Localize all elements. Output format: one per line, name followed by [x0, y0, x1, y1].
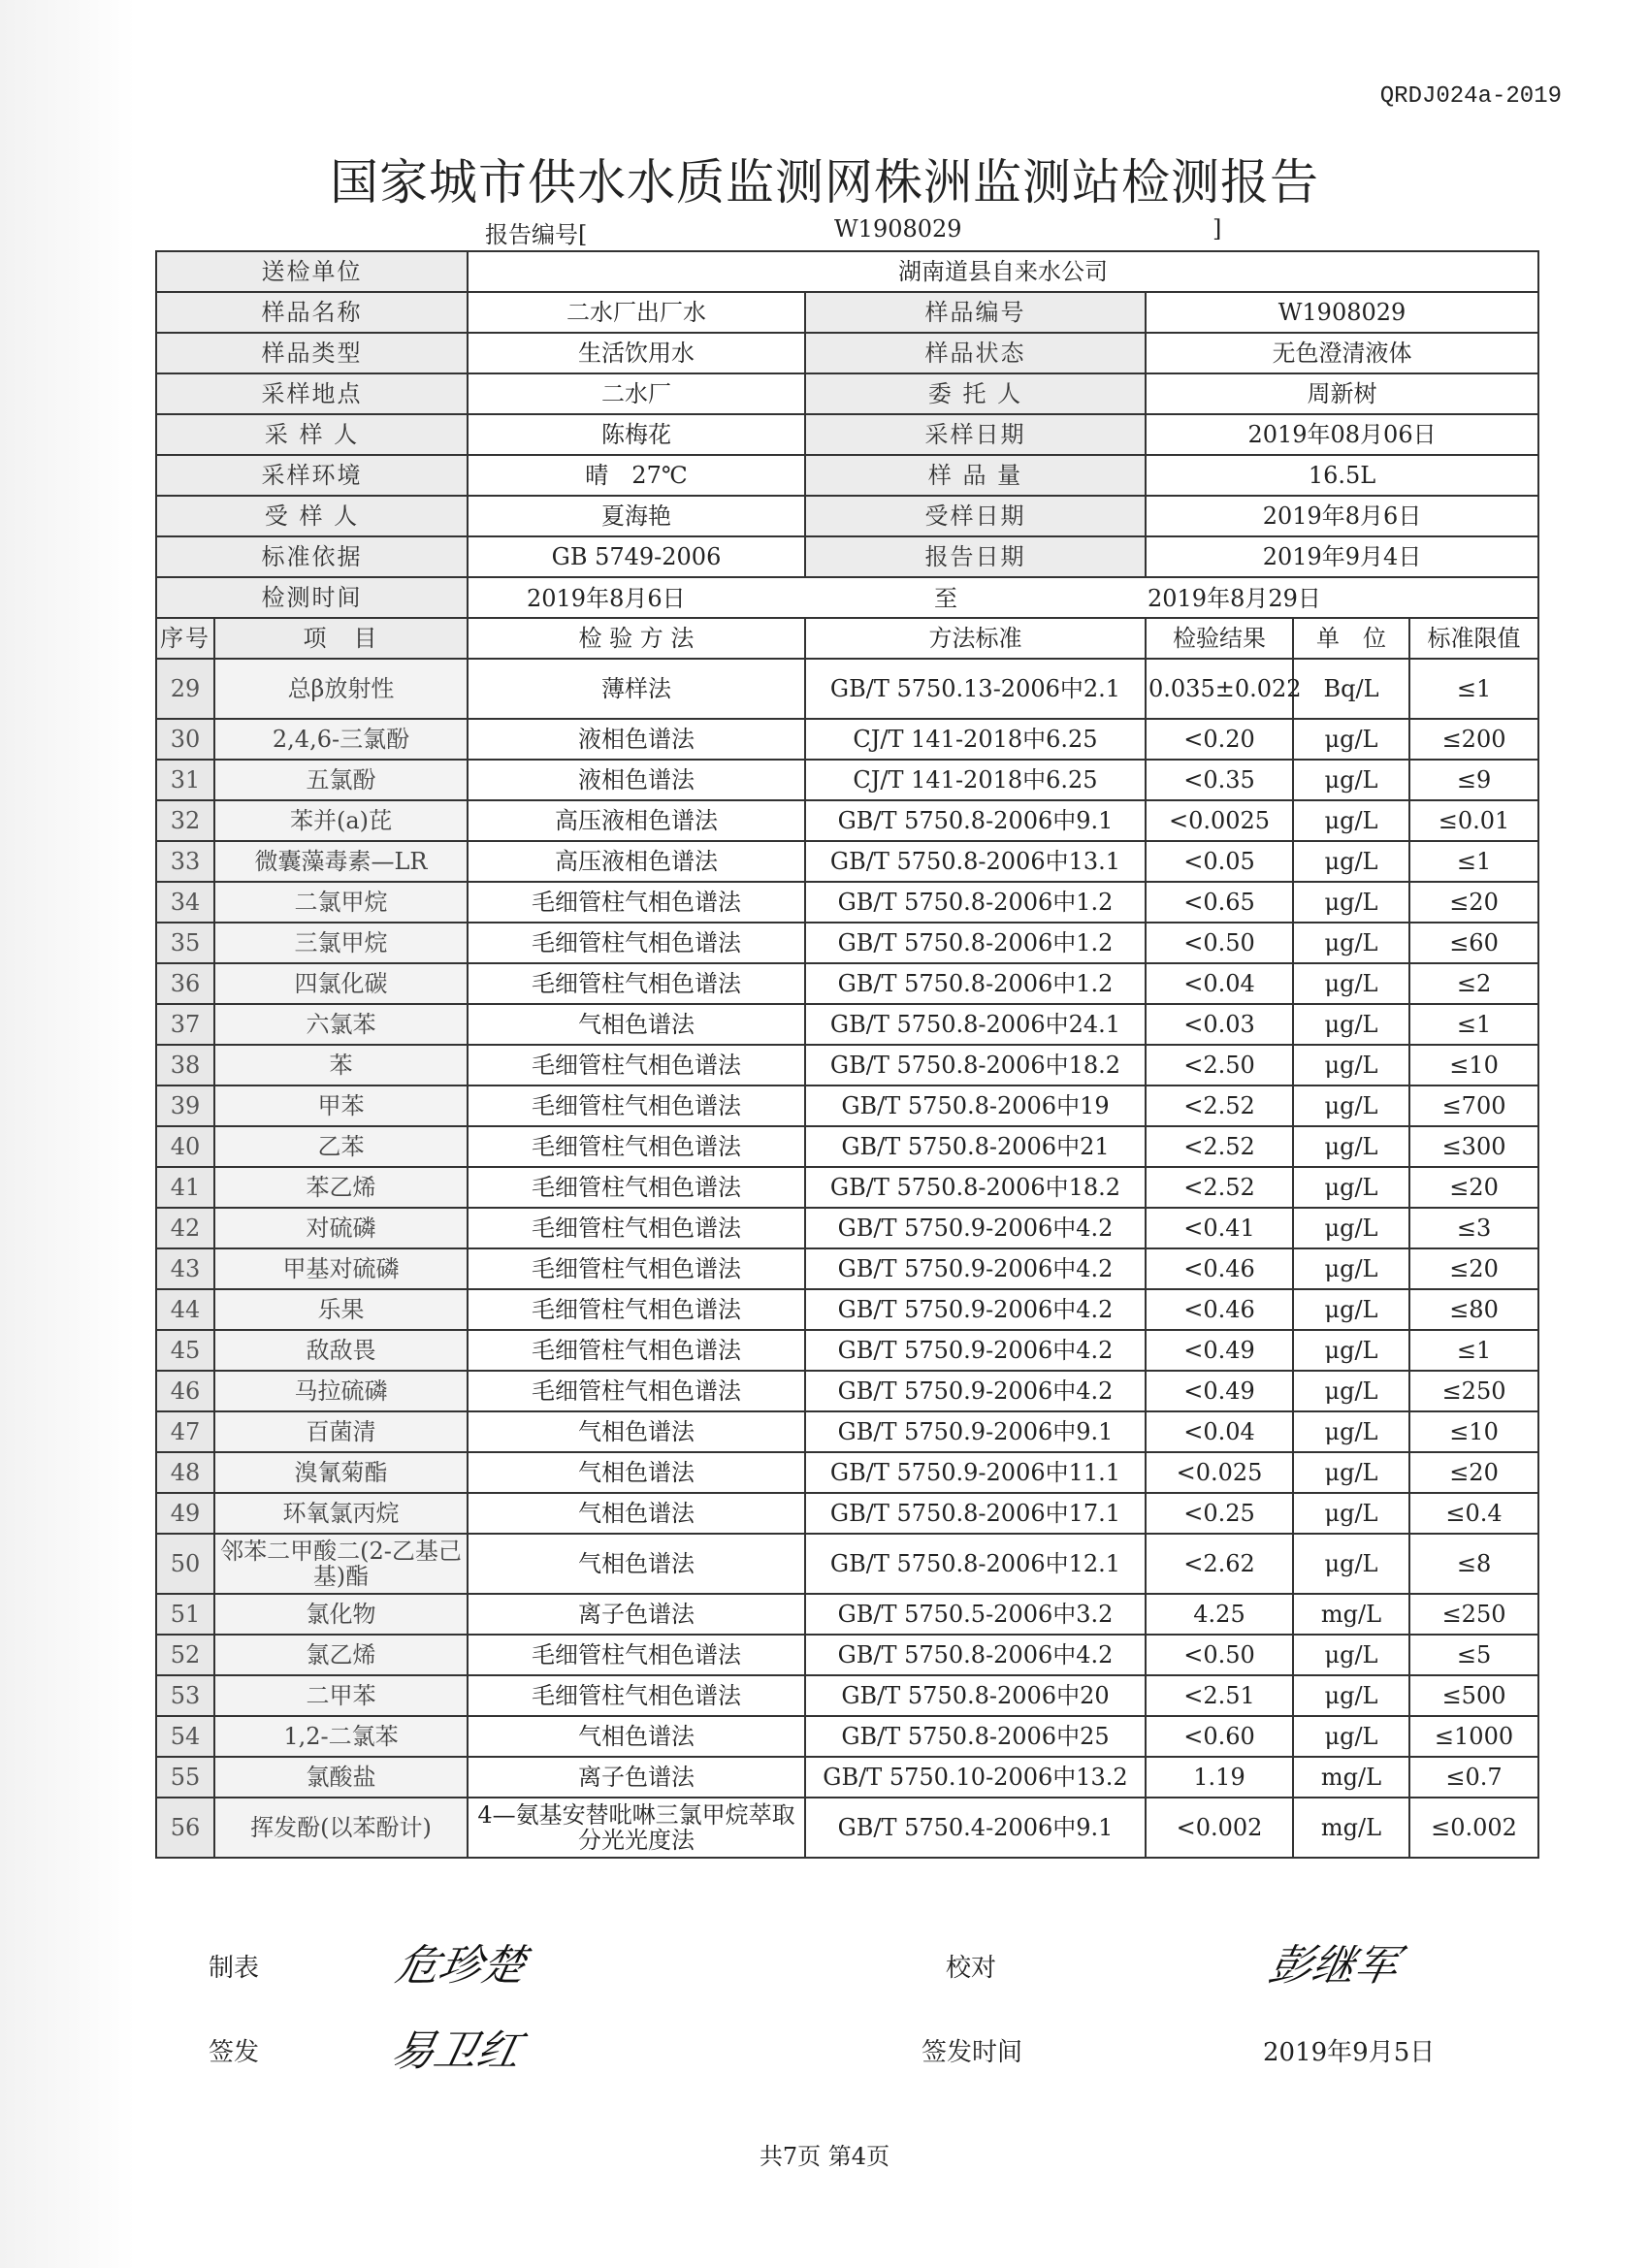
method-standard: GB/T 5750.9-2006中9.1 — [805, 1411, 1146, 1452]
test-time-value — [468, 577, 1538, 618]
unit: μg/L — [1293, 1411, 1409, 1452]
item-name: 1,2-二氯苯 — [214, 1716, 468, 1757]
method-standard: GB/T 5750.8-2006中9.1 — [805, 800, 1146, 841]
issue-time: 2019年9月5日 — [1263, 2038, 1436, 2067]
test-from: 2019年8月6日 — [527, 585, 686, 612]
unit: μg/L — [1293, 1452, 1409, 1493]
col-unit-header: 单 位 — [1293, 618, 1409, 659]
info-value: 晴 27℃ — [468, 455, 805, 496]
unit: μg/L — [1293, 882, 1409, 923]
prepared-signature: 危珍楚 — [391, 1941, 531, 1991]
item-name: 苯并(a)芘 — [214, 800, 468, 841]
col-limit-header: 标准限值 — [1409, 618, 1538, 659]
test-method: 毛细管柱气相色谱法 — [468, 1085, 805, 1126]
table-row — [156, 1330, 1538, 1371]
info-label: 采样环境 — [156, 455, 468, 496]
unit: μg/L — [1293, 1045, 1409, 1085]
method-standard: GB/T 5750.8-2006中1.2 — [805, 882, 1146, 923]
row-no: 41 — [156, 1167, 214, 1208]
table-row — [156, 1004, 1538, 1045]
row-no: 44 — [156, 1289, 214, 1330]
test-method: 毛细管柱气相色谱法 — [468, 1126, 805, 1167]
standard-limit: ≤0.01 — [1409, 800, 1538, 841]
standard-limit: ≤20 — [1409, 882, 1538, 923]
standard-limit: ≤10 — [1409, 1411, 1538, 1452]
prepared-label: 制表 — [209, 1954, 260, 1983]
info-label: 标准依据 — [156, 536, 468, 577]
test-result: 0.035±0.022 — [1146, 659, 1293, 719]
method-standard: GB/T 5750.8-2006中17.1 — [805, 1493, 1146, 1534]
table-row — [156, 1716, 1538, 1757]
row-no: 53 — [156, 1675, 214, 1716]
test-method: 毛细管柱气相色谱法 — [468, 1248, 805, 1289]
checked-label: 校对 — [946, 1954, 997, 1983]
info-label: 采样地点 — [156, 373, 468, 414]
table-row — [156, 800, 1538, 841]
standard-limit: ≤1 — [1409, 841, 1538, 882]
item-name: 甲苯 — [214, 1085, 468, 1126]
table-row — [156, 1248, 1538, 1289]
item-name: 总β放射性 — [214, 659, 468, 719]
standard-limit: ≤500 — [1409, 1675, 1538, 1716]
item-name: 四氯化碳 — [214, 963, 468, 1004]
table-row — [156, 1675, 1538, 1716]
table-row — [156, 1411, 1538, 1452]
test-result: <0.0025 — [1146, 800, 1293, 841]
row-no: 29 — [156, 659, 214, 719]
table-row — [156, 1452, 1538, 1493]
test-method: 毛细管柱气相色谱法 — [468, 1330, 805, 1371]
info-row — [156, 333, 1538, 373]
row-no: 55 — [156, 1757, 214, 1798]
table-row — [156, 1167, 1538, 1208]
issue-time-label: 签发时间 — [922, 2038, 1023, 2067]
report-number-label: 报告编号[ — [485, 221, 588, 248]
method-standard: GB/T 5750.8-2006中21 — [805, 1126, 1146, 1167]
item-name: 五氯酚 — [214, 760, 468, 800]
method-standard: GB/T 5750.13-2006中2.1 — [805, 659, 1146, 719]
col-result-header: 检验结果 — [1146, 618, 1293, 659]
method-standard: CJ/T 141-2018中6.25 — [805, 719, 1146, 760]
info-label: 采样日期 — [805, 414, 1146, 455]
row-no: 38 — [156, 1045, 214, 1085]
test-result: <2.52 — [1146, 1126, 1293, 1167]
table-row — [156, 963, 1538, 1004]
test-result: <0.04 — [1146, 963, 1293, 1004]
info-label: 受 样 人 — [156, 496, 468, 536]
test-result: <2.51 — [1146, 1675, 1293, 1716]
item-name: 苯乙烯 — [214, 1167, 468, 1208]
info-value: 生活饮用水 — [468, 333, 805, 373]
method-standard: GB/T 5750.10-2006中13.2 — [805, 1757, 1146, 1798]
info-value: 2019年9月4日 — [1146, 536, 1538, 577]
test-method: 气相色谱法 — [468, 1452, 805, 1493]
method-standard: GB/T 5750.8-2006中20 — [805, 1675, 1146, 1716]
info-value: 周新树 — [1146, 373, 1538, 414]
table-row — [156, 1534, 1538, 1594]
item-name: 百菌清 — [214, 1411, 468, 1452]
row-no: 46 — [156, 1371, 214, 1411]
item-name: 对硫磷 — [214, 1208, 468, 1248]
standard-limit: ≤10 — [1409, 1045, 1538, 1085]
item-name: 氯酸盐 — [214, 1757, 468, 1798]
table-row — [156, 1371, 1538, 1411]
item-name: 氯乙烯 — [214, 1635, 468, 1675]
unit: mg/L — [1293, 1798, 1409, 1858]
standard-limit: ≤300 — [1409, 1126, 1538, 1167]
unit: mg/L — [1293, 1757, 1409, 1798]
standard-limit: ≤1 — [1409, 1004, 1538, 1045]
test-method: 液相色谱法 — [468, 760, 805, 800]
test-method: 毛细管柱气相色谱法 — [468, 1208, 805, 1248]
test-to-word: 至 — [934, 585, 957, 612]
test-method: 毛细管柱气相色谱法 — [468, 963, 805, 1004]
row-no: 32 — [156, 800, 214, 841]
table-row — [156, 1126, 1538, 1167]
test-result: <0.65 — [1146, 882, 1293, 923]
item-name: 微囊藻毒素—LR — [214, 841, 468, 882]
row-no: 43 — [156, 1248, 214, 1289]
unit: μg/L — [1293, 1716, 1409, 1757]
test-result: <0.002 — [1146, 1798, 1293, 1858]
item-name: 挥发酚(以苯酚计) — [214, 1798, 468, 1858]
item-name: 乙苯 — [214, 1126, 468, 1167]
method-standard: GB/T 5750.8-2006中18.2 — [805, 1045, 1146, 1085]
info-value: 2019年8月6日 — [1146, 496, 1538, 536]
standard-limit: ≤9 — [1409, 760, 1538, 800]
item-name: 甲基对硫磷 — [214, 1248, 468, 1289]
method-standard: GB/T 5750.9-2006中4.2 — [805, 1371, 1146, 1411]
test-result: 1.19 — [1146, 1757, 1293, 1798]
page-footer: 共7页 第4页 — [759, 2143, 890, 2170]
test-result: <2.50 — [1146, 1045, 1293, 1085]
test-method: 毛细管柱气相色谱法 — [468, 882, 805, 923]
scan-edge — [0, 0, 136, 2268]
item-name: 乐果 — [214, 1289, 468, 1330]
table-row — [156, 1594, 1538, 1635]
unit: μg/L — [1293, 1493, 1409, 1534]
standard-limit: ≤1 — [1409, 659, 1538, 719]
method-standard: GB/T 5750.9-2006中4.2 — [805, 1330, 1146, 1371]
info-row — [156, 496, 1538, 536]
table-row — [156, 1493, 1538, 1534]
client-value: 湖南道县自来水公司 — [468, 251, 1538, 292]
method-standard: GB/T 5750.8-2006中18.2 — [805, 1167, 1146, 1208]
client-row — [156, 251, 1538, 292]
test-method: 液相色谱法 — [468, 719, 805, 760]
info-row — [156, 536, 1538, 577]
method-standard: GB/T 5750.8-2006中1.2 — [805, 923, 1146, 963]
standard-limit: ≤1000 — [1409, 1716, 1538, 1757]
method-standard: GB/T 5750.4-2006中9.1 — [805, 1798, 1146, 1858]
item-name: 氯化物 — [214, 1594, 468, 1635]
item-name: 2,4,6-三氯酚 — [214, 719, 468, 760]
col-standard-header: 方法标准 — [805, 618, 1146, 659]
method-standard: GB/T 5750.9-2006中4.2 — [805, 1289, 1146, 1330]
method-standard: CJ/T 141-2018中6.25 — [805, 760, 1146, 800]
unit: mg/L — [1293, 1594, 1409, 1635]
table-row — [156, 1798, 1538, 1858]
report-number: W1908029 — [834, 215, 962, 243]
test-result: <0.50 — [1146, 923, 1293, 963]
test-time-row — [156, 577, 1538, 618]
unit: μg/L — [1293, 760, 1409, 800]
method-standard: GB/T 5750.8-2006中12.1 — [805, 1534, 1146, 1594]
test-method: 薄样法 — [468, 659, 805, 719]
row-no: 54 — [156, 1716, 214, 1757]
table-row — [156, 1085, 1538, 1126]
unit: μg/L — [1293, 1004, 1409, 1045]
column-header-row — [156, 618, 1538, 659]
info-value: 陈梅花 — [468, 414, 805, 455]
standard-limit: ≤80 — [1409, 1289, 1538, 1330]
standard-limit: ≤20 — [1409, 1248, 1538, 1289]
col-method-header: 检 验 方 法 — [468, 618, 805, 659]
item-name: 马拉硫磷 — [214, 1371, 468, 1411]
info-label: 样品类型 — [156, 333, 468, 373]
test-method: 气相色谱法 — [468, 1534, 805, 1594]
info-label: 样 品 量 — [805, 455, 1146, 496]
unit: μg/L — [1293, 1289, 1409, 1330]
info-label: 受样日期 — [805, 496, 1146, 536]
issued-signature: 易卫红 — [386, 2026, 526, 2076]
test-result: <2.52 — [1146, 1085, 1293, 1126]
test-method: 毛细管柱气相色谱法 — [468, 1675, 805, 1716]
report-title: 国家城市供水水质监测网株洲监测站检测报告 — [330, 154, 1319, 211]
client-label: 送检单位 — [156, 251, 468, 292]
test-method: 离子色谱法 — [468, 1594, 805, 1635]
unit: μg/L — [1293, 963, 1409, 1004]
table-row — [156, 1045, 1538, 1085]
table-row — [156, 1757, 1538, 1798]
test-method: 高压液相色谱法 — [468, 841, 805, 882]
item-name: 六氯苯 — [214, 1004, 468, 1045]
item-name: 敌敌畏 — [214, 1330, 468, 1371]
test-method: 气相色谱法 — [468, 1004, 805, 1045]
standard-limit: ≤0.4 — [1409, 1493, 1538, 1534]
method-standard: GB/T 5750.8-2006中13.1 — [805, 841, 1146, 882]
standard-limit: ≤20 — [1409, 1167, 1538, 1208]
standard-limit: ≤8 — [1409, 1534, 1538, 1594]
row-no: 47 — [156, 1411, 214, 1452]
table-row — [156, 882, 1538, 923]
unit: μg/L — [1293, 1675, 1409, 1716]
table-row — [156, 760, 1538, 800]
info-label: 样品编号 — [805, 292, 1146, 333]
test-result: <0.05 — [1146, 841, 1293, 882]
unit: μg/L — [1293, 719, 1409, 760]
row-no: 48 — [156, 1452, 214, 1493]
test-result: <0.49 — [1146, 1330, 1293, 1371]
standard-limit: ≤250 — [1409, 1594, 1538, 1635]
table-row — [156, 1289, 1538, 1330]
info-label: 样品名称 — [156, 292, 468, 333]
method-standard: GB/T 5750.8-2006中1.2 — [805, 963, 1146, 1004]
row-no: 40 — [156, 1126, 214, 1167]
row-no: 31 — [156, 760, 214, 800]
method-standard: GB/T 5750.8-2006中25 — [805, 1716, 1146, 1757]
row-no: 56 — [156, 1798, 214, 1858]
test-method: 毛细管柱气相色谱法 — [468, 1167, 805, 1208]
test-method: 毛细管柱气相色谱法 — [468, 923, 805, 963]
test-method: 高压液相色谱法 — [468, 800, 805, 841]
info-value: 2019年08月06日 — [1146, 414, 1538, 455]
method-standard: GB/T 5750.8-2006中4.2 — [805, 1635, 1146, 1675]
unit: μg/L — [1293, 1167, 1409, 1208]
info-value: 无色澄清液体 — [1146, 333, 1538, 373]
method-standard: GB/T 5750.5-2006中3.2 — [805, 1594, 1146, 1635]
unit: Bq/L — [1293, 659, 1409, 719]
info-label: 报告日期 — [805, 536, 1146, 577]
test-method: 毛细管柱气相色谱法 — [468, 1371, 805, 1411]
row-no: 51 — [156, 1594, 214, 1635]
test-method: 毛细管柱气相色谱法 — [468, 1289, 805, 1330]
test-result: <0.41 — [1146, 1208, 1293, 1248]
row-no: 34 — [156, 882, 214, 923]
test-result: <0.50 — [1146, 1635, 1293, 1675]
col-item-header: 项 目 — [214, 618, 468, 659]
info-value: GB 5749-2006 — [468, 536, 805, 577]
standard-limit: ≤20 — [1409, 1452, 1538, 1493]
row-no: 30 — [156, 719, 214, 760]
test-result: <0.25 — [1146, 1493, 1293, 1534]
issued-label: 签发 — [209, 2038, 260, 2067]
table-row — [156, 923, 1538, 963]
unit: μg/L — [1293, 1085, 1409, 1126]
row-no: 45 — [156, 1330, 214, 1371]
unit: μg/L — [1293, 1534, 1409, 1594]
test-result: <0.60 — [1146, 1716, 1293, 1757]
item-name: 溴氰菊酯 — [214, 1452, 468, 1493]
unit: μg/L — [1293, 923, 1409, 963]
unit: μg/L — [1293, 1126, 1409, 1167]
info-value: W1908029 — [1146, 292, 1538, 333]
test-result: <0.20 — [1146, 719, 1293, 760]
unit: μg/L — [1293, 1208, 1409, 1248]
test-method: 气相色谱法 — [468, 1493, 805, 1534]
test-result: <0.35 — [1146, 760, 1293, 800]
table-row — [156, 659, 1538, 719]
row-no: 33 — [156, 841, 214, 882]
standard-limit: ≤200 — [1409, 719, 1538, 760]
standard-limit: ≤0.002 — [1409, 1798, 1538, 1858]
standard-limit: ≤3 — [1409, 1208, 1538, 1248]
item-name: 苯 — [214, 1045, 468, 1085]
row-no: 35 — [156, 923, 214, 963]
standard-limit: ≤60 — [1409, 923, 1538, 963]
unit: μg/L — [1293, 1330, 1409, 1371]
table-row — [156, 719, 1538, 760]
report-table — [155, 250, 1539, 1859]
info-value: 二水厂出厂水 — [468, 292, 805, 333]
test-time-label: 检测时间 — [156, 577, 468, 618]
test-result: <2.62 — [1146, 1534, 1293, 1594]
standard-limit: ≤0.7 — [1409, 1757, 1538, 1798]
test-method: 气相色谱法 — [468, 1411, 805, 1452]
info-label: 采 样 人 — [156, 414, 468, 455]
unit: μg/L — [1293, 841, 1409, 882]
test-result: <0.46 — [1146, 1289, 1293, 1330]
standard-limit: ≤5 — [1409, 1635, 1538, 1675]
test-result: <0.46 — [1146, 1248, 1293, 1289]
info-value: 夏海艳 — [468, 496, 805, 536]
test-result: <0.49 — [1146, 1371, 1293, 1411]
info-label: 委 托 人 — [805, 373, 1146, 414]
info-label: 样品状态 — [805, 333, 1146, 373]
standard-limit: ≤2 — [1409, 963, 1538, 1004]
report-number-close: ] — [1212, 215, 1222, 243]
method-standard: GB/T 5750.9-2006中4.2 — [805, 1248, 1146, 1289]
method-standard: GB/T 5750.8-2006中19 — [805, 1085, 1146, 1126]
unit: μg/L — [1293, 1371, 1409, 1411]
test-method: 毛细管柱气相色谱法 — [468, 1045, 805, 1085]
row-no: 49 — [156, 1493, 214, 1534]
unit: μg/L — [1293, 800, 1409, 841]
info-row — [156, 414, 1538, 455]
row-no: 39 — [156, 1085, 214, 1126]
info-row — [156, 455, 1538, 496]
test-method: 毛细管柱气相色谱法 — [468, 1635, 805, 1675]
test-result: <0.03 — [1146, 1004, 1293, 1045]
row-no: 37 — [156, 1004, 214, 1045]
document-code: QRDJ024a-2019 — [1379, 83, 1562, 110]
test-method: 气相色谱法 — [468, 1716, 805, 1757]
row-no: 42 — [156, 1208, 214, 1248]
item-name: 邻苯二甲酸二(2-乙基己基)酯 — [214, 1534, 468, 1594]
unit: μg/L — [1293, 1635, 1409, 1675]
row-no: 36 — [156, 963, 214, 1004]
test-method: 4—氨基安替吡啉三氯甲烷萃取分光光度法 — [468, 1798, 805, 1858]
item-name: 三氯甲烷 — [214, 923, 468, 963]
method-standard: GB/T 5750.9-2006中11.1 — [805, 1452, 1146, 1493]
test-result: <0.04 — [1146, 1411, 1293, 1452]
standard-limit: ≤250 — [1409, 1371, 1538, 1411]
col-no-header: 序号 — [156, 618, 214, 659]
table-row — [156, 841, 1538, 882]
table-row — [156, 1208, 1538, 1248]
item-name: 二氯甲烷 — [214, 882, 468, 923]
unit: μg/L — [1293, 1248, 1409, 1289]
info-value: 16.5L — [1146, 455, 1538, 496]
info-value: 二水厂 — [468, 373, 805, 414]
test-result: <0.025 — [1146, 1452, 1293, 1493]
test-result: <2.52 — [1146, 1167, 1293, 1208]
standard-limit: ≤700 — [1409, 1085, 1538, 1126]
item-name: 二甲苯 — [214, 1675, 468, 1716]
row-no: 50 — [156, 1534, 214, 1594]
row-no: 52 — [156, 1635, 214, 1675]
info-row — [156, 292, 1538, 333]
method-standard: GB/T 5750.9-2006中4.2 — [805, 1208, 1146, 1248]
table-row — [156, 1635, 1538, 1675]
checked-signature: 彭继军 — [1264, 1941, 1404, 1991]
method-standard: GB/T 5750.8-2006中24.1 — [805, 1004, 1146, 1045]
test-result: 4.25 — [1146, 1594, 1293, 1635]
test-to: 2019年8月29日 — [1148, 585, 1321, 612]
standard-limit: ≤1 — [1409, 1330, 1538, 1371]
item-name: 环氧氯丙烷 — [214, 1493, 468, 1534]
test-method: 离子色谱法 — [468, 1757, 805, 1798]
info-row — [156, 373, 1538, 414]
